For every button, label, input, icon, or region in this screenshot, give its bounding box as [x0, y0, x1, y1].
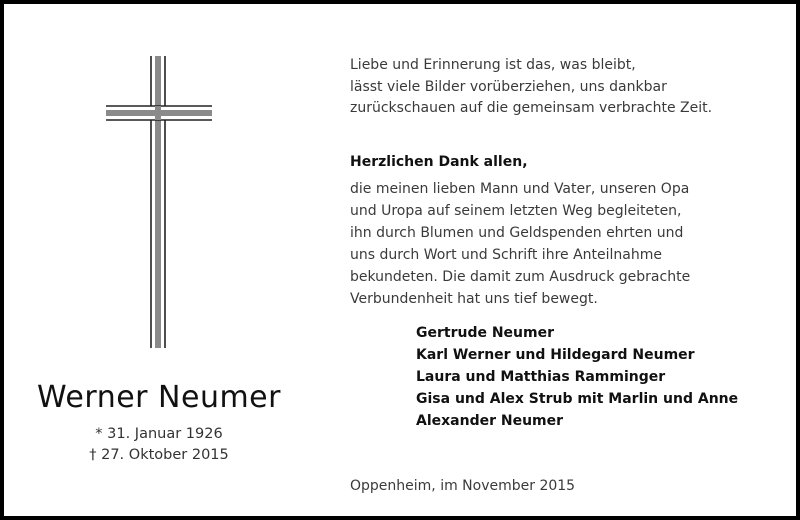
thanks-heading: Herzlichen Dank allen, — [350, 154, 528, 170]
memorial-poem — [350, 55, 790, 120]
thanks-line: und Uropa auf seinem letzten Weg begleiteten, — [350, 203, 682, 219]
thanks-line: ihn durch Blumen und Geldspenden ehrten und — [350, 225, 684, 241]
death-date: † 27. Oktober 2015 — [89, 447, 229, 463]
signatory: Karl Werner und Hildegard Neumer — [416, 347, 695, 363]
poem-line: zurückschauen auf die gemeinsam verbrachte Zeit. — [350, 100, 713, 116]
poem-line: lässt viele Bilder vorüberziehen, uns dankbar — [350, 78, 667, 95]
signatories-list — [416, 322, 796, 432]
poem-line: Liebe und Erinnerung ist das, was bleibt, — [350, 57, 636, 73]
signatory: Laura und Matthias Ramminger — [416, 369, 666, 385]
thanks-line: bekundeten. Die damit zum Ausdruck gebrachte — [350, 269, 691, 285]
thanks-line: die meinen lieben Mann und Vater, unseren Opa — [350, 181, 690, 197]
signatory: Alexander Neumer — [416, 413, 564, 429]
life-dates — [34, 424, 284, 466]
thanks-line: Verbundenheit hat uns tief bewegt. — [350, 291, 598, 307]
thanks-text — [350, 178, 790, 310]
christian-cross-icon — [104, 54, 214, 350]
deceased-name: Werner Neumer — [37, 380, 281, 415]
signatory: Gisa und Alex Strub mit Marlin und Anne — [416, 391, 739, 407]
birth-date: * 31. Januar 1926 — [95, 426, 223, 442]
place-and-date: Oppenheim, im November 2015 — [350, 478, 576, 494]
thanks-line: uns durch Wort und Schrift ihre Anteilnahme — [350, 247, 662, 263]
signatory: Gertrude Neumer — [416, 325, 555, 341]
